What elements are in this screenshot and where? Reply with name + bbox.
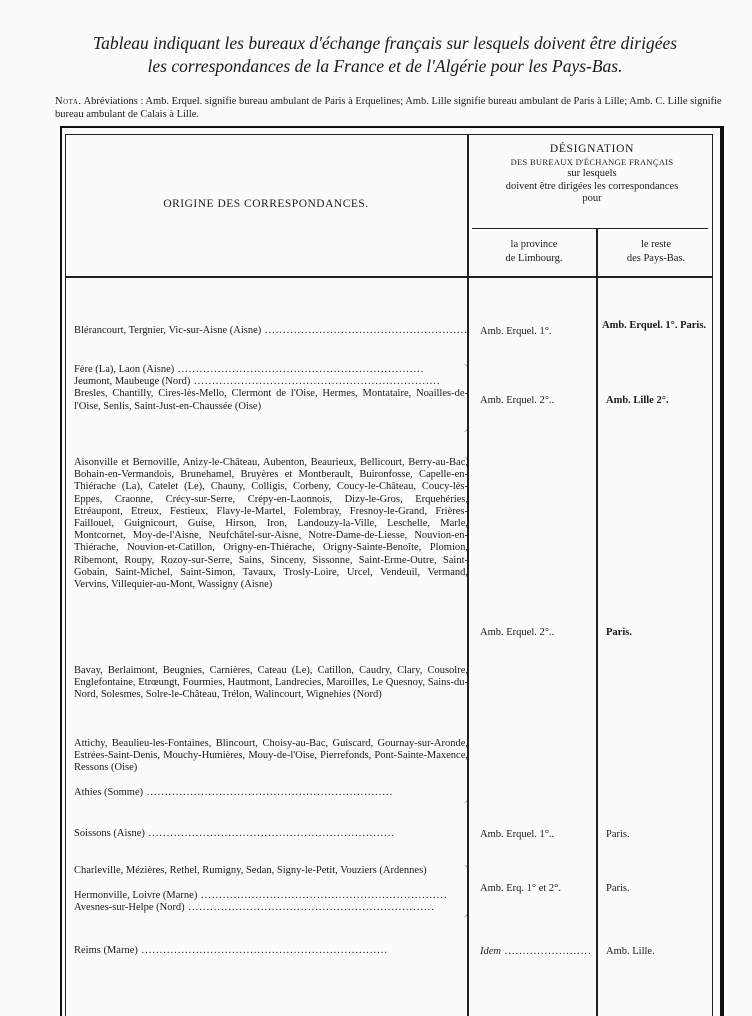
designation-sub3: doivent être dirigées les correspondances bbox=[505, 180, 679, 192]
table-row bbox=[74, 364, 468, 424]
brace bbox=[462, 865, 469, 917]
title-line-1: Tableau indiquant les bureaux d'échange français sur lesquels doivent être dirigées bbox=[92, 33, 678, 53]
origin-text: Soissons (Aisne) ..... bbox=[74, 828, 468, 840]
col2-line2: des Pays-Bas. bbox=[626, 253, 686, 264]
col2-line1: le reste bbox=[640, 239, 672, 250]
designation-title: DÉSIGNATION bbox=[549, 143, 635, 155]
reste-cell: Amb. Erquel. 1°. Paris. bbox=[602, 320, 707, 331]
header-designation bbox=[472, 143, 712, 206]
origin-text: Hermonville, Loivre (Marne) ..... bbox=[74, 890, 468, 902]
limbourg-cell: Amb. Erq. 1° et 2°. bbox=[480, 883, 562, 894]
divider-limbourg-reste bbox=[596, 228, 598, 1016]
origin-text: Avesnes-sur-Helpe (Nord) ..... bbox=[74, 902, 468, 914]
designation-sub1: DES BUREAUX D'ÉCHANGE FRANÇAIS bbox=[510, 156, 674, 167]
table-row bbox=[74, 828, 468, 840]
brace bbox=[462, 364, 469, 432]
origin-text: Reims (Marne) ..... bbox=[74, 945, 468, 957]
note bbox=[55, 96, 725, 121]
origin-text: Attichy, Beaulieu-les-Fontaines, Blincourt, Choisy-au-Bac, Guiscard, Gournay-sur-Aronde, Estrées-Saint-Denis, Mouchy-Humières, Mouy-de-l'Oise, Pierrefonds, Pont-Sainte-Maxence, Ressons (Oise) bbox=[74, 738, 468, 774]
idem-text: Idem bbox=[480, 946, 501, 957]
note-label: Nota. bbox=[55, 96, 82, 107]
page-title bbox=[40, 32, 730, 78]
limbourg-cell: Amb. Erquel. 2°.. bbox=[480, 395, 555, 406]
reste-cell: Amb. Lille. bbox=[606, 946, 655, 957]
designation-sub4: pour bbox=[582, 193, 602, 204]
limbourg-cell: Amb. Erquel. 1°.. bbox=[480, 829, 555, 840]
col1-line2: de Limbourg. bbox=[505, 253, 563, 264]
origin-text: Bresles, Chantilly, Cires-lès-Mello, Clermont de l'Oise, Hermes, Montataire, Noailles-de-l'Oise, Senlis, Saint-Just-en-Chaussée (Oise) bbox=[74, 388, 468, 412]
reste-cell: Paris. bbox=[606, 627, 632, 638]
header-bottom-rule bbox=[65, 276, 713, 278]
origin-text: Charleville, Mézières, Rethel, Rumigny, Sedan, Signy-le-Petit, Vouziers (Ardennes) bbox=[74, 865, 427, 876]
origin-text: Fère (La), Laon (Aisne) ..... bbox=[74, 364, 468, 376]
reste-cell: Paris. bbox=[606, 883, 630, 894]
designation-sub2: sur lesquels bbox=[567, 168, 617, 179]
reste-cell: Amb. Lille 2°. bbox=[606, 395, 669, 406]
title-line-2: les correspondances de la France et de l'Algérie pour les Pays-Bas. bbox=[147, 56, 623, 76]
leader-dots bbox=[501, 946, 592, 957]
subheader-limbourg bbox=[478, 238, 590, 266]
origin-text: Bavay, Berlaimont, Beugnies, Carnières, Cateau (Le), Catillon, Caudry, Clary, Cousolre, Englefontaine, Etrœungt, Fourmies, Hautmont, Landrecies, Maroilles, Le Quesnoy, Sains-du-Nord, Solesmes, Solre-le-Château, Trélon, Walincourt, Wignehies (Nord) bbox=[74, 665, 468, 701]
table-row bbox=[74, 325, 468, 337]
limbourg-cell: Amb. Erquel. 1°. bbox=[480, 326, 552, 337]
origin-text: Athies (Somme) ..... bbox=[74, 787, 468, 799]
header-origin: ORIGINE DES CORRESPONDANCES. bbox=[163, 198, 369, 210]
origin-text: Aisonville et Bernoville, Anizy-le-Château, Aubenton, Beaurieux, Bellicourt, Berry-au-Bac, Bohain-en-Vermandois, Brunehamel, Bruyères et Montberault, Buironfosse, Capelle-en-Thiérache (La), Catelet (Le), Chauny, Colligis, Corbeny, Coucy-le-Château, Coucy-lès-Eppes, Craonne, Crécy-sur-Serre, Crépy-en-Laonnois, Dizy-le-Gros, Erquehéries, Etréaupont, Etreux, Festieux, Flavy-le-Martel, Folembray, Fresnoy-le-Grand, Frières-Faillouel, Guignicourt, Guise, Hirson, Iron, Landouzy-la-Ville, Leschelle, Marle, Montcornet, Moy-de-l'Aisne, Neufchâtel-sur-Aisne, Notre-Dame-de-Liesse, Nouvion-en-Thiérache, Nouvion-et-Catillon, Origny-en-Thiérache, Origny-Sainte-Benoîte, Plomion, Ribemont, Roupy, Rozoy-sur-Serre, Sains, Sinceny, Sissonne, Saint-Erme-Outre, Saint-Gobain, Saint-Michel, Saint-Simon, Tavaux, Trosly-Loire, Urcel, Vendeuil, Vermand, Vervins, Villequier-au-Mont, Wassigny (Aisne) bbox=[74, 457, 468, 591]
subheader-reste bbox=[602, 238, 710, 266]
origin-text: Jeumont, Maubeuge (Nord) ..... bbox=[74, 376, 468, 388]
brace bbox=[462, 457, 469, 803]
table-row bbox=[74, 457, 468, 799]
limbourg-cell: Amb. Erquel. 2°.. bbox=[480, 627, 555, 638]
table-row bbox=[74, 865, 468, 914]
origin-text: Blérancourt, Tergnier, Vic-sur-Aisne (Aisne) ..... bbox=[74, 325, 468, 337]
col1-line1: la province bbox=[510, 239, 558, 250]
reste-cell: Paris. bbox=[606, 829, 630, 840]
subheader-rule bbox=[472, 228, 708, 229]
limbourg-cell bbox=[480, 946, 592, 958]
note-text: Abréviations : Amb. Erquel. signifie bureau ambulant de Paris à Erquelines; Amb. Lille signifie bureau ambulant de Paris à Lille; Amb. C. Lille signifie bureau ambulant de Calais à Lille. bbox=[55, 96, 722, 120]
table-row bbox=[74, 945, 468, 957]
